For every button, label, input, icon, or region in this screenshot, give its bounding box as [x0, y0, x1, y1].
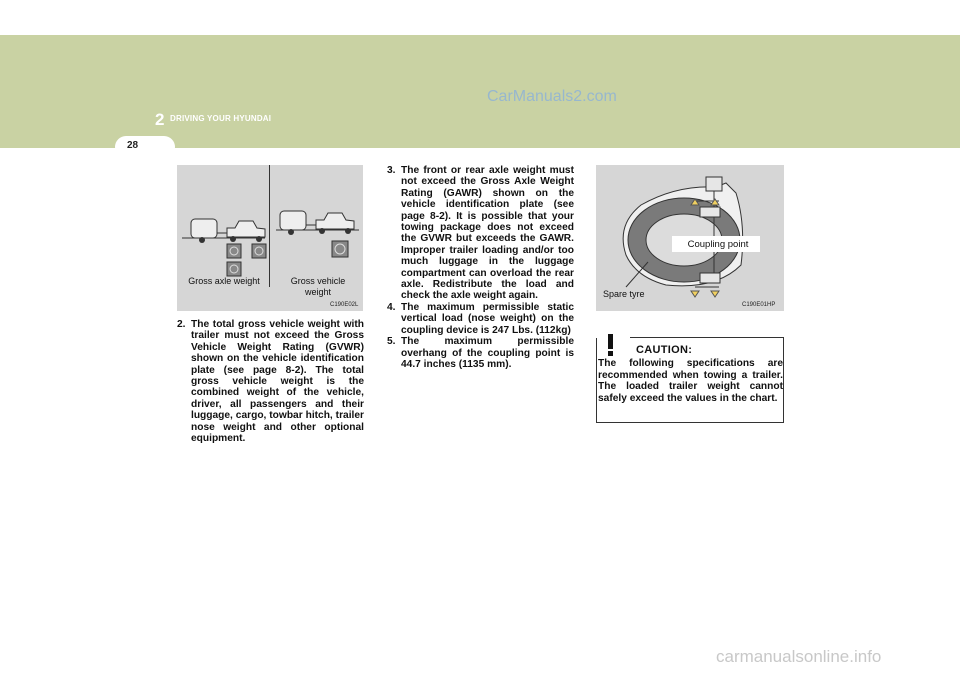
list-item-number: 3.: [387, 165, 396, 176]
page-number: 28: [127, 140, 139, 151]
figure-code-left: C190E02L: [330, 302, 359, 308]
coupling-point-label: Coupling point: [687, 239, 749, 250]
list-item-text: The maximum permissible static vertical load (nose weight) on the coupling device is 247 Lbs. (112kg): [401, 301, 574, 336]
list-item-number: 2.: [177, 319, 186, 330]
chapter-title: DRIVING YOUR HYUNDAI: [170, 114, 272, 123]
caution-title: CAUTION:: [636, 344, 693, 356]
figure-code-right: C190E01HP: [742, 302, 776, 308]
list-item-text: The front or rear axle weight must not exceed the Gross Axle Weight Rating (GAWR) shown on the vehicle identification plate (see page 8-2). It is possible that your towing package does not exceed the GVWR but exceeds the GAWR. Improper trailer loading and/or too much luggage in the luggage compartment can overload the rear axle. Redistribute the load and check the axle weight again.: [401, 165, 574, 302]
warning-exclamation-icon: [594, 330, 630, 360]
header-band: [0, 35, 960, 148]
list-item: [387, 336, 574, 370]
page-number-tab: [115, 136, 175, 158]
gross-axle-weight-label: Gross axle weight: [188, 276, 260, 286]
list-item: [387, 302, 574, 336]
chapter-number: 2: [155, 110, 165, 129]
watermark-link[interactable]: CarManuals2.com: [487, 88, 617, 105]
list-item-text: The maximum permissible overhang of the coupling point is 44.7 inches (1135 mm).: [401, 336, 574, 370]
figure-divider: [269, 165, 270, 287]
list-item: [387, 165, 574, 302]
caution-text: The following specifications are recommended when towing a trailer. The loaded trailer weight cannot safely exceed the values in the chart.: [598, 358, 783, 404]
footer-watermark: carmanualsonline.info: [716, 647, 882, 666]
weight-rules-list-middle: [387, 165, 574, 370]
list-item: [177, 319, 364, 444]
list-item-number: 4.: [387, 301, 396, 313]
gross-vehicle-weight-label: Gross vehicle weight: [290, 276, 346, 297]
list-item-text: The total gross vehicle weight with trailer must not exceed the Gross Vehicle Weight Rating (GVWR) shown on the vehicle identification plate (see page 8-2). The total gross vehicle weight is the combined weight of the vehicle, driver, all passengers and their luggage, cargo, towbar hitch, trailer nose weight and other optional equipment.: [191, 319, 364, 445]
spare-tyre-label: Spare tyre: [603, 289, 645, 299]
list-item-number: 5.: [387, 336, 396, 348]
weight-rules-list-left: [177, 319, 364, 444]
